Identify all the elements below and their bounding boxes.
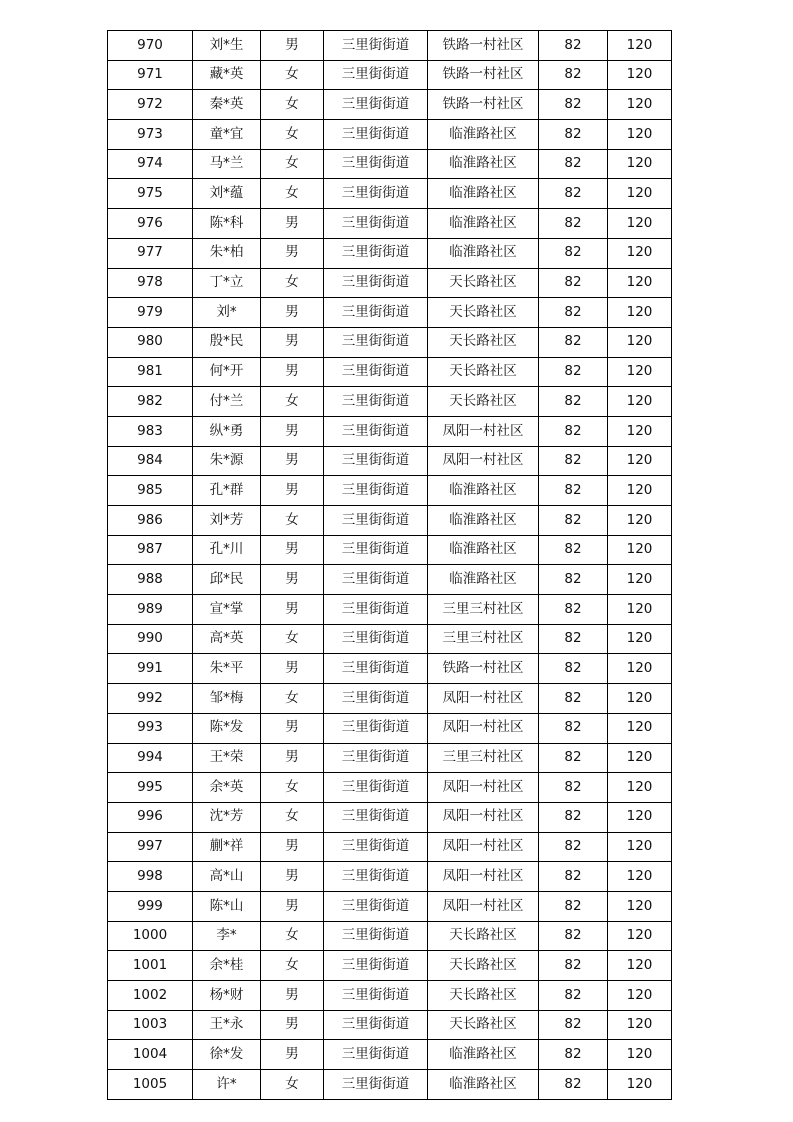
row-number-cell: 974: [108, 149, 193, 179]
row-number-cell: 996: [108, 802, 193, 832]
table-row: [108, 238, 672, 268]
gender-cell: 女: [261, 60, 324, 90]
amount-b-cell: 120: [608, 1040, 672, 1070]
street-cell: 三里街街道: [324, 327, 428, 357]
gender-cell: 女: [261, 773, 324, 803]
community-cell: 铁路一村社区: [428, 654, 539, 684]
name-cell: 丁*立: [193, 268, 261, 298]
gender-cell: 男: [261, 891, 324, 921]
name-cell: 朱*源: [193, 446, 261, 476]
gender-cell: 女: [261, 387, 324, 417]
gender-cell: 女: [261, 684, 324, 714]
amount-b-cell: 120: [608, 476, 672, 506]
table-row: [108, 684, 672, 714]
gender-cell: 女: [261, 179, 324, 209]
amount-b-cell: 120: [608, 921, 672, 951]
gender-cell: 女: [261, 90, 324, 120]
amount-b-cell: 120: [608, 60, 672, 90]
amount-b-cell: 120: [608, 31, 672, 61]
amount-b-cell: 120: [608, 149, 672, 179]
amount-a-cell: 82: [539, 951, 608, 981]
gender-cell: 男: [261, 298, 324, 328]
row-number-cell: 989: [108, 595, 193, 625]
amount-b-cell: 120: [608, 832, 672, 862]
amount-b-cell: 120: [608, 1010, 672, 1040]
name-cell: 沈*芳: [193, 802, 261, 832]
street-cell: 三里街街道: [324, 120, 428, 150]
street-cell: 三里街街道: [324, 891, 428, 921]
gender-cell: 女: [261, 921, 324, 951]
name-cell: 李*: [193, 921, 261, 951]
table-row: [108, 506, 672, 536]
name-cell: 余*英: [193, 773, 261, 803]
amount-a-cell: 82: [539, 268, 608, 298]
name-cell: 蒯*祥: [193, 832, 261, 862]
community-cell: 三里三村社区: [428, 595, 539, 625]
street-cell: 三里街街道: [324, 90, 428, 120]
community-cell: 凤阳一村社区: [428, 891, 539, 921]
street-cell: 三里街街道: [324, 595, 428, 625]
amount-b-cell: 120: [608, 268, 672, 298]
street-cell: 三里街街道: [324, 446, 428, 476]
amount-b-cell: 120: [608, 238, 672, 268]
amount-a-cell: 82: [539, 684, 608, 714]
community-cell: 凤阳一村社区: [428, 862, 539, 892]
gender-cell: 女: [261, 506, 324, 536]
amount-b-cell: 120: [608, 506, 672, 536]
gender-cell: 女: [261, 1070, 324, 1100]
row-number-cell: 986: [108, 506, 193, 536]
row-number-cell: 992: [108, 684, 193, 714]
amount-b-cell: 120: [608, 624, 672, 654]
name-cell: 孔*川: [193, 535, 261, 565]
row-number-cell: 1004: [108, 1040, 193, 1070]
community-cell: 天长路社区: [428, 921, 539, 951]
street-cell: 三里街街道: [324, 862, 428, 892]
amount-a-cell: 82: [539, 535, 608, 565]
row-number-cell: 998: [108, 862, 193, 892]
gender-cell: 男: [261, 31, 324, 61]
street-cell: 三里街街道: [324, 209, 428, 239]
name-cell: 马*兰: [193, 149, 261, 179]
gender-cell: 男: [261, 654, 324, 684]
amount-a-cell: 82: [539, 862, 608, 892]
amount-b-cell: 120: [608, 981, 672, 1011]
street-cell: 三里街街道: [324, 773, 428, 803]
gender-cell: 女: [261, 268, 324, 298]
table-row: [108, 416, 672, 446]
gender-cell: 男: [261, 832, 324, 862]
community-cell: 凤阳一村社区: [428, 802, 539, 832]
name-cell: 童*宜: [193, 120, 261, 150]
name-cell: 王*荣: [193, 743, 261, 773]
row-number-cell: 997: [108, 832, 193, 862]
community-cell: 临淮路社区: [428, 506, 539, 536]
row-number-cell: 1003: [108, 1010, 193, 1040]
row-number-cell: 983: [108, 416, 193, 446]
amount-b-cell: 120: [608, 387, 672, 417]
street-cell: 三里街街道: [324, 238, 428, 268]
row-number-cell: 994: [108, 743, 193, 773]
community-cell: 铁路一村社区: [428, 60, 539, 90]
community-cell: 凤阳一村社区: [428, 713, 539, 743]
row-number-cell: 991: [108, 654, 193, 684]
street-cell: 三里街街道: [324, 565, 428, 595]
gender-cell: 男: [261, 535, 324, 565]
gender-cell: 男: [261, 238, 324, 268]
row-number-cell: 1001: [108, 951, 193, 981]
amount-b-cell: 120: [608, 802, 672, 832]
name-cell: 何*开: [193, 357, 261, 387]
name-cell: 宣*掌: [193, 595, 261, 625]
amount-a-cell: 82: [539, 31, 608, 61]
table-row: [108, 921, 672, 951]
amount-a-cell: 82: [539, 90, 608, 120]
amount-b-cell: 120: [608, 416, 672, 446]
name-cell: 王*永: [193, 1010, 261, 1040]
row-number-cell: 999: [108, 891, 193, 921]
community-cell: 天长路社区: [428, 981, 539, 1011]
amount-a-cell: 82: [539, 327, 608, 357]
name-cell: 付*兰: [193, 387, 261, 417]
name-cell: 许*: [193, 1070, 261, 1100]
community-cell: 天长路社区: [428, 387, 539, 417]
table-row: [108, 31, 672, 61]
community-cell: 铁路一村社区: [428, 90, 539, 120]
gender-cell: 男: [261, 1040, 324, 1070]
amount-a-cell: 82: [539, 416, 608, 446]
community-cell: 三里三村社区: [428, 743, 539, 773]
street-cell: 三里街街道: [324, 713, 428, 743]
amount-b-cell: 120: [608, 773, 672, 803]
table-row: [108, 149, 672, 179]
name-cell: 刘*芳: [193, 506, 261, 536]
amount-a-cell: 82: [539, 209, 608, 239]
row-number-cell: 1002: [108, 981, 193, 1011]
amount-a-cell: 82: [539, 1040, 608, 1070]
table-row: [108, 981, 672, 1011]
community-cell: 临淮路社区: [428, 120, 539, 150]
table-row: [108, 713, 672, 743]
table-row: [108, 773, 672, 803]
name-cell: 陈*科: [193, 209, 261, 239]
gender-cell: 男: [261, 862, 324, 892]
amount-b-cell: 120: [608, 327, 672, 357]
street-cell: 三里街街道: [324, 1040, 428, 1070]
name-cell: 陈*发: [193, 713, 261, 743]
community-cell: 凤阳一村社区: [428, 416, 539, 446]
amount-a-cell: 82: [539, 921, 608, 951]
name-cell: 秦*英: [193, 90, 261, 120]
amount-b-cell: 120: [608, 713, 672, 743]
community-cell: 天长路社区: [428, 327, 539, 357]
amount-b-cell: 120: [608, 565, 672, 595]
street-cell: 三里街街道: [324, 268, 428, 298]
community-cell: 三里三村社区: [428, 624, 539, 654]
amount-b-cell: 120: [608, 535, 672, 565]
amount-a-cell: 82: [539, 891, 608, 921]
amount-a-cell: 82: [539, 1070, 608, 1100]
amount-b-cell: 120: [608, 654, 672, 684]
community-cell: 临淮路社区: [428, 238, 539, 268]
amount-b-cell: 120: [608, 743, 672, 773]
row-number-cell: 975: [108, 179, 193, 209]
row-number-cell: 978: [108, 268, 193, 298]
amount-a-cell: 82: [539, 565, 608, 595]
gender-cell: 男: [261, 416, 324, 446]
name-cell: 刘*生: [193, 31, 261, 61]
street-cell: 三里街街道: [324, 357, 428, 387]
community-cell: 临淮路社区: [428, 1070, 539, 1100]
community-cell: 临淮路社区: [428, 179, 539, 209]
name-cell: 陈*山: [193, 891, 261, 921]
name-cell: 纵*勇: [193, 416, 261, 446]
amount-b-cell: 120: [608, 1070, 672, 1100]
amount-a-cell: 82: [539, 802, 608, 832]
row-number-cell: 1005: [108, 1070, 193, 1100]
gender-cell: 女: [261, 149, 324, 179]
community-cell: 凤阳一村社区: [428, 832, 539, 862]
amount-a-cell: 82: [539, 60, 608, 90]
gender-cell: 女: [261, 120, 324, 150]
name-cell: 邹*梅: [193, 684, 261, 714]
amount-b-cell: 120: [608, 90, 672, 120]
community-cell: 天长路社区: [428, 268, 539, 298]
amount-b-cell: 120: [608, 120, 672, 150]
street-cell: 三里街街道: [324, 951, 428, 981]
gender-cell: 男: [261, 981, 324, 1011]
street-cell: 三里街街道: [324, 506, 428, 536]
amount-a-cell: 82: [539, 179, 608, 209]
street-cell: 三里街街道: [324, 743, 428, 773]
street-cell: 三里街街道: [324, 416, 428, 446]
row-number-cell: 977: [108, 238, 193, 268]
row-number-cell: 981: [108, 357, 193, 387]
name-cell: 朱*柏: [193, 238, 261, 268]
street-cell: 三里街街道: [324, 387, 428, 417]
row-number-cell: 979: [108, 298, 193, 328]
amount-a-cell: 82: [539, 832, 608, 862]
name-cell: 邱*民: [193, 565, 261, 595]
amount-b-cell: 120: [608, 684, 672, 714]
table-row: [108, 209, 672, 239]
gender-cell: 男: [261, 713, 324, 743]
amount-a-cell: 82: [539, 624, 608, 654]
amount-b-cell: 120: [608, 179, 672, 209]
name-cell: 刘*蕴: [193, 179, 261, 209]
gender-cell: 女: [261, 624, 324, 654]
gender-cell: 男: [261, 595, 324, 625]
row-number-cell: 976: [108, 209, 193, 239]
name-cell: 徐*发: [193, 1040, 261, 1070]
table-row: [108, 802, 672, 832]
table-row: [108, 357, 672, 387]
table-row: [108, 90, 672, 120]
amount-b-cell: 120: [608, 862, 672, 892]
name-cell: 藏*英: [193, 60, 261, 90]
table-row: [108, 565, 672, 595]
amount-a-cell: 82: [539, 713, 608, 743]
community-cell: 临淮路社区: [428, 565, 539, 595]
row-number-cell: 988: [108, 565, 193, 595]
name-cell: 殷*民: [193, 327, 261, 357]
community-cell: 天长路社区: [428, 1010, 539, 1040]
street-cell: 三里街街道: [324, 476, 428, 506]
street-cell: 三里街街道: [324, 149, 428, 179]
street-cell: 三里街街道: [324, 921, 428, 951]
table-row: [108, 120, 672, 150]
row-number-cell: 993: [108, 713, 193, 743]
row-number-cell: 972: [108, 90, 193, 120]
amount-a-cell: 82: [539, 298, 608, 328]
table-row: [108, 743, 672, 773]
name-cell: 高*山: [193, 862, 261, 892]
name-cell: 杨*财: [193, 981, 261, 1011]
gender-cell: 男: [261, 743, 324, 773]
table-row: [108, 60, 672, 90]
table-row: [108, 179, 672, 209]
table-row: [108, 268, 672, 298]
community-cell: 铁路一村社区: [428, 31, 539, 61]
row-number-cell: 985: [108, 476, 193, 506]
community-cell: 临淮路社区: [428, 209, 539, 239]
amount-a-cell: 82: [539, 446, 608, 476]
name-cell: 刘*: [193, 298, 261, 328]
street-cell: 三里街街道: [324, 60, 428, 90]
amount-a-cell: 82: [539, 1010, 608, 1040]
table-row: [108, 535, 672, 565]
community-cell: 天长路社区: [428, 357, 539, 387]
street-cell: 三里街街道: [324, 535, 428, 565]
name-cell: 孔*群: [193, 476, 261, 506]
gender-cell: 男: [261, 327, 324, 357]
street-cell: 三里街街道: [324, 624, 428, 654]
amount-a-cell: 82: [539, 476, 608, 506]
community-cell: 临淮路社区: [428, 476, 539, 506]
table-row: [108, 654, 672, 684]
amount-a-cell: 82: [539, 120, 608, 150]
table-row: [108, 327, 672, 357]
table-row: [108, 595, 672, 625]
row-number-cell: 973: [108, 120, 193, 150]
street-cell: 三里街街道: [324, 298, 428, 328]
row-number-cell: 987: [108, 535, 193, 565]
street-cell: 三里街街道: [324, 31, 428, 61]
amount-a-cell: 82: [539, 387, 608, 417]
amount-b-cell: 120: [608, 209, 672, 239]
gender-cell: 男: [261, 357, 324, 387]
amount-a-cell: 82: [539, 595, 608, 625]
street-cell: 三里街街道: [324, 1070, 428, 1100]
row-number-cell: 982: [108, 387, 193, 417]
table-row: [108, 862, 672, 892]
gender-cell: 男: [261, 446, 324, 476]
community-cell: 临淮路社区: [428, 149, 539, 179]
row-number-cell: 971: [108, 60, 193, 90]
street-cell: 三里街街道: [324, 981, 428, 1011]
table-row: [108, 951, 672, 981]
table-row: [108, 1070, 672, 1100]
amount-a-cell: 82: [539, 981, 608, 1011]
community-cell: 天长路社区: [428, 298, 539, 328]
table-row: [108, 298, 672, 328]
community-cell: 临淮路社区: [428, 1040, 539, 1070]
amount-a-cell: 82: [539, 743, 608, 773]
amount-a-cell: 82: [539, 149, 608, 179]
row-number-cell: 984: [108, 446, 193, 476]
amount-a-cell: 82: [539, 357, 608, 387]
street-cell: 三里街街道: [324, 1010, 428, 1040]
amount-b-cell: 120: [608, 357, 672, 387]
street-cell: 三里街街道: [324, 832, 428, 862]
street-cell: 三里街街道: [324, 179, 428, 209]
amount-b-cell: 120: [608, 891, 672, 921]
gender-cell: 男: [261, 209, 324, 239]
amount-b-cell: 120: [608, 298, 672, 328]
name-cell: 余*桂: [193, 951, 261, 981]
gender-cell: 女: [261, 802, 324, 832]
row-number-cell: 990: [108, 624, 193, 654]
roster-table-body: [108, 31, 672, 1100]
gender-cell: 男: [261, 565, 324, 595]
table-row: [108, 832, 672, 862]
row-number-cell: 995: [108, 773, 193, 803]
amount-a-cell: 82: [539, 238, 608, 268]
gender-cell: 男: [261, 476, 324, 506]
name-cell: 朱*平: [193, 654, 261, 684]
row-number-cell: 1000: [108, 921, 193, 951]
amount-a-cell: 82: [539, 773, 608, 803]
table-row: [108, 387, 672, 417]
table-row: [108, 446, 672, 476]
table-row: [108, 624, 672, 654]
row-number-cell: 980: [108, 327, 193, 357]
community-cell: 凤阳一村社区: [428, 684, 539, 714]
community-cell: 凤阳一村社区: [428, 773, 539, 803]
table-row: [108, 891, 672, 921]
community-cell: 天长路社区: [428, 951, 539, 981]
community-cell: 临淮路社区: [428, 535, 539, 565]
name-cell: 高*英: [193, 624, 261, 654]
amount-a-cell: 82: [539, 506, 608, 536]
street-cell: 三里街街道: [324, 684, 428, 714]
table-row: [108, 1010, 672, 1040]
street-cell: 三里街街道: [324, 802, 428, 832]
amount-b-cell: 120: [608, 595, 672, 625]
row-number-cell: 970: [108, 31, 193, 61]
community-cell: 凤阳一村社区: [428, 446, 539, 476]
roster-table: [107, 30, 672, 1100]
amount-b-cell: 120: [608, 951, 672, 981]
gender-cell: 女: [261, 951, 324, 981]
gender-cell: 男: [261, 1010, 324, 1040]
amount-a-cell: 82: [539, 654, 608, 684]
table-row: [108, 1040, 672, 1070]
table-row: [108, 476, 672, 506]
amount-b-cell: 120: [608, 446, 672, 476]
street-cell: 三里街街道: [324, 654, 428, 684]
